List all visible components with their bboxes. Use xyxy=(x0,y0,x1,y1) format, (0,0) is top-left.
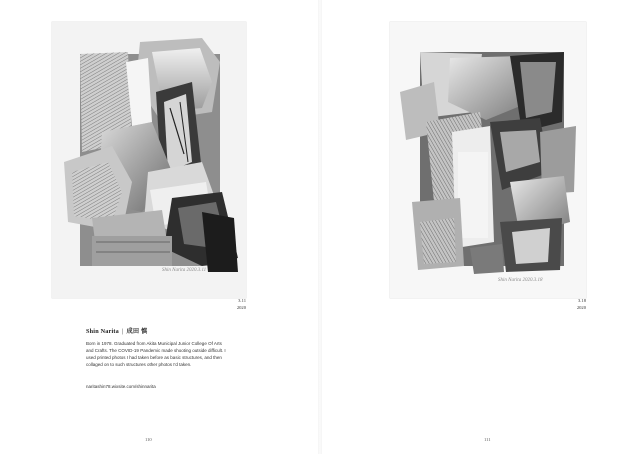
date-code: 3.11 xyxy=(238,298,246,303)
artwork-signature-left: Shin Narita 2020.3.11 xyxy=(162,268,207,273)
artist-bio: Born in 1978. Graduated from Akita Municipal Junior College Of Arts and Crafts. The COVID-19 Pandemic made shooting outside difficult. I used printed photos I had taken before as basic structures, and then collaged on to such structures other photos I'd taken. xyxy=(86,341,226,367)
date-code: 3.18 xyxy=(577,298,586,303)
artwork-signature-right: Shin Narita 2020.3.18 xyxy=(498,278,543,283)
collage-artwork-icon xyxy=(390,22,586,298)
name-separator: | xyxy=(121,328,124,335)
artist-name xyxy=(86,326,147,335)
collage-artwork-right xyxy=(390,22,586,298)
collage-artwork-left xyxy=(52,22,246,298)
page-number-right: 111 xyxy=(484,437,491,442)
collage-artwork-icon xyxy=(52,22,246,298)
artist-name-latin: Shin Narita xyxy=(86,328,119,335)
date-caption-right xyxy=(540,297,586,311)
artist-name-japanese: 成田 慎 xyxy=(126,328,148,335)
year: 2020 xyxy=(576,305,586,310)
artist-website-link[interactable]: naritashin78.wixsite.com/shinnarita xyxy=(86,384,156,389)
year: 2020 xyxy=(236,305,246,310)
page-number-left: 110 xyxy=(145,437,152,442)
date-caption-left xyxy=(200,297,246,311)
